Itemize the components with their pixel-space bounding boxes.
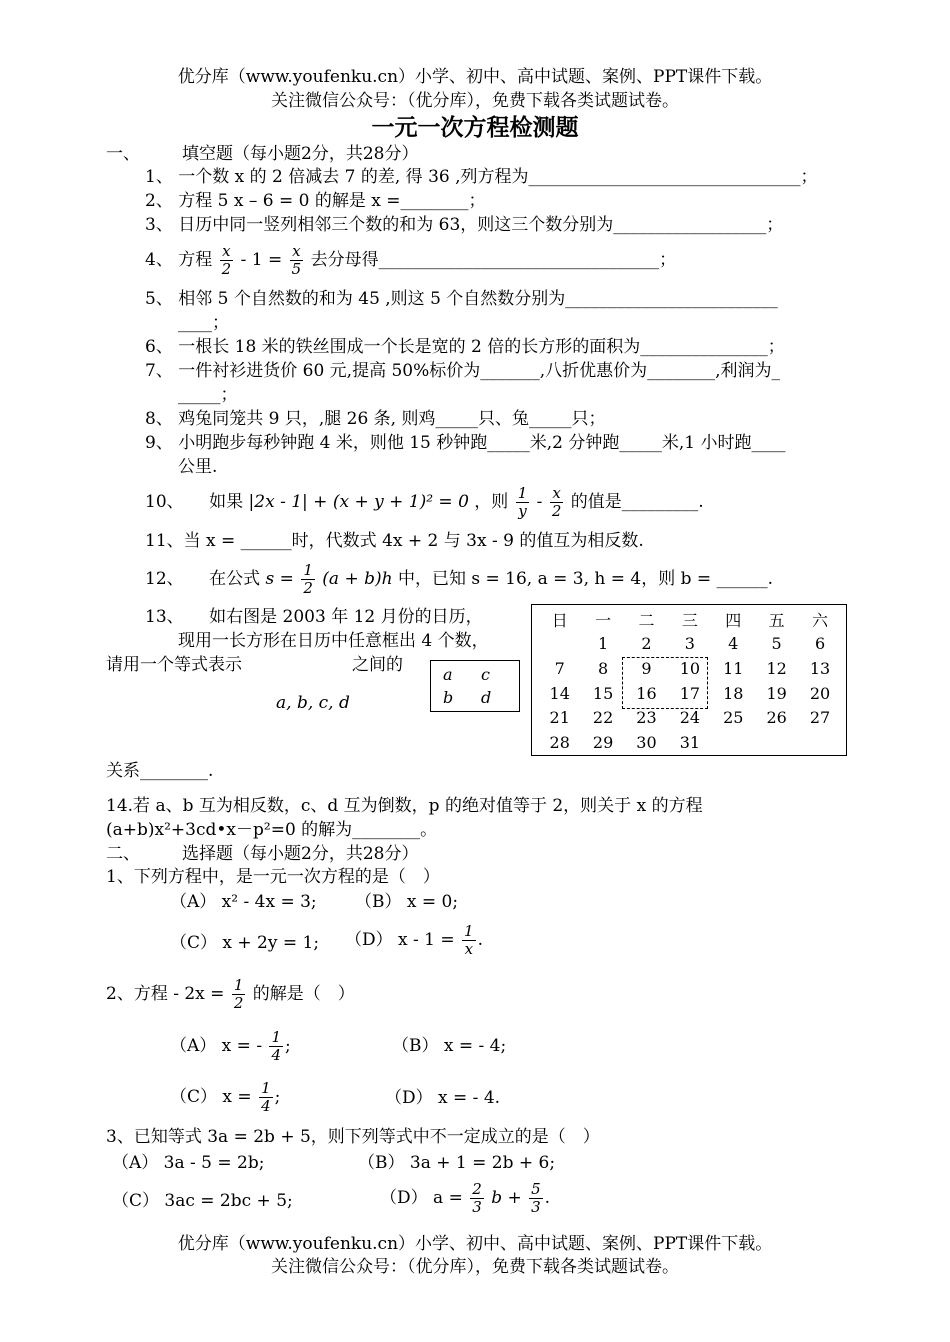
calendar-day: 25 <box>723 708 744 728</box>
calendar-day: 29 <box>592 732 614 752</box>
q10-mid: ，则 <box>474 492 509 512</box>
q2-3-option-d: （D） a = $\frac{2}{3}$ b + $\frac{5}{3}$ . <box>380 1180 551 1216</box>
q10-fraction-2: $\frac{x}{2}$ <box>551 484 562 520</box>
q2-2-prefix: 2、方程 - 2x = <box>106 984 225 1004</box>
question-1-8: 8、 鸡兔同笼共 9 只，,腿 26 条, 则鸡_____只、兔_____只； <box>145 409 606 429</box>
question-1-10 <box>145 481 704 523</box>
calendar-day: 24 <box>679 708 701 728</box>
header-line-2: 关注微信公众号：（优分库），免费下载各类试题试卷。 <box>271 91 679 111</box>
q10-prefix: 10、 如果 <box>145 492 244 512</box>
q2-1-option-b: （B） x = 0; <box>355 892 459 912</box>
question-2-1: 1、下列方程中，是一元一次方程的是（ ） <box>106 867 440 887</box>
calendar-day <box>755 730 798 755</box>
q12-formula: (a + b)h <box>322 569 393 589</box>
q4-mid: - 1 = <box>240 250 283 270</box>
q2-1-option-a: （A） x² - 4x = 3; <box>170 892 317 912</box>
calendar-day <box>538 632 581 657</box>
section-1-number: 一、 <box>106 144 140 164</box>
calendar-day: 22 <box>592 708 614 728</box>
calendar-day: 8 <box>597 658 609 678</box>
calendar-day <box>798 730 841 755</box>
question-1-14-cont: (a+b)x²+3cd•x－p²=0 的解为________。 <box>106 820 438 840</box>
question-1-6: 6、 一根长 18 米的铁丝围成一个长是宽的 2 倍的长方形的面积为_______________； <box>145 337 785 357</box>
q2-1-d-prefix: （D） x - 1 = <box>345 930 455 950</box>
calendar-weekday: 三 <box>681 610 698 630</box>
q12-half: $\frac{1}{2}$ <box>303 561 313 597</box>
calendar-weekday: 六 <box>812 610 829 630</box>
question-1-7: 7、 一件衬衫进货价 60 元,提高 50%标价为_______,八折优惠价为________,利润为_ <box>145 361 781 381</box>
q2-2-option-c: （C） x = $\frac{1}{4}$ ; <box>170 1079 281 1115</box>
calendar-day: 9 <box>641 658 652 678</box>
question-1-11: 11、当 x = ______时，代数式 4x + 2 与 3x - 9 的值互为相反数. <box>145 531 644 551</box>
header-line-1: 优分库（www.youfenku.cn）小学、初中、高中试题、案例、PPT课件下载。 <box>177 67 773 87</box>
q4-suffix: 去分母得_________________________________； <box>310 250 677 270</box>
question-1-5: 5、 相邻 5 个自然数的和为 45 ,则这 5 个自然数分别为_________________________ <box>145 289 778 309</box>
abcd-b: b <box>443 688 454 707</box>
calendar-day: 10 <box>679 658 701 678</box>
question-2-3: 3、已知等式 3a = 2b + 5，则下列等式中不一定成立的是（ ） <box>106 1127 600 1147</box>
abcd-a: a <box>443 665 453 684</box>
q4-fraction-a: $\frac{x}{2}$ <box>221 242 232 278</box>
question-1-13-line-2: 现用一长方形在日历中任意框出 4 个数， <box>178 631 489 651</box>
calendar-day: 23 <box>636 708 657 728</box>
question-2-2 <box>106 972 355 1016</box>
section-1-heading: 填空题（每小题2分，共28分） <box>182 144 419 164</box>
q2-3-option-b: （B） 3a + 1 = 2b + 6; <box>358 1153 556 1173</box>
calendar-day: 2 <box>641 634 652 654</box>
calendar-day: 6 <box>814 634 826 654</box>
calendar-day: 18 <box>723 683 744 703</box>
question-1-4 <box>145 240 676 280</box>
q2-2-fraction: $\frac{1}{2}$ <box>233 976 244 1012</box>
calendar-day: 31 <box>679 732 701 752</box>
question-1-13-vars: a, b, c, d <box>276 693 350 713</box>
calendar-day: 27 <box>809 708 831 728</box>
calendar-day: 30 <box>636 732 657 752</box>
calendar-day: 26 <box>766 708 787 728</box>
footer-line-1: 优分库（www.youfenku.cn）小学、初中、高中试题、案例、PPT课件下载。 <box>177 1234 773 1254</box>
q12-s-eq: s = <box>265 569 294 589</box>
calendar-weekday: 日 <box>551 610 568 630</box>
abcd-c: c <box>481 665 490 684</box>
q2-3-d-fraction-2: $\frac{5}{3}$ <box>531 1180 541 1216</box>
calendar-weekday: 五 <box>768 610 785 630</box>
calendar-day: 19 <box>766 683 787 703</box>
question-1-9: 9、 小明跑步每秒钟跑 4 米，则他 15 秒钟跑_____米,2 分钟跑_____米,1 小时跑____ <box>145 433 786 453</box>
q2-2-option-d: （D） x = - 4. <box>385 1088 501 1108</box>
question-1-9-cont: 公里. <box>178 457 218 477</box>
calendar-day: 12 <box>766 658 787 678</box>
calendar-day: 11 <box>723 658 744 678</box>
q4-prefix: 4、 方程 <box>145 250 213 270</box>
calendar-day: 4 <box>728 634 739 654</box>
section-2-heading: 选择题（每小题2分，共28分） <box>182 844 419 864</box>
q2-2-c-prefix: （C） x = <box>170 1087 252 1107</box>
calendar-day: 15 <box>592 683 614 703</box>
q2-1-option-d: （D） x - 1 = $\frac{1}{x}$ . <box>345 922 483 958</box>
question-1-3: 3、 日历中同一竖列相邻三个数的和为 63，则这三个数分别为__________________； <box>145 215 784 235</box>
question-1-1: 1、 一个数 x 的 2 倍减去 7 的差, 得 36 ,列方程为________________________________； <box>145 167 818 187</box>
question-1-13: 13、 如右图是 2003 年 12 月份的日历， <box>145 607 483 627</box>
calendar-day: 3 <box>684 634 695 654</box>
q10-suffix: 的值是_________. <box>570 492 704 512</box>
q2-1-d-fraction: $\frac{1}{x}$ <box>464 922 474 958</box>
q2-1-option-c: （C） x + 2y = 1; <box>170 933 320 953</box>
question-1-13-relation: 关系________. <box>106 761 214 781</box>
calendar-weekday: 四 <box>725 610 742 630</box>
calendar-day: 28 <box>549 732 570 752</box>
q4-fraction-b: $\frac{x}{5}$ <box>291 242 302 278</box>
question-1-12 <box>145 559 773 599</box>
calendar-day: 1 <box>597 634 609 654</box>
calendar-weekday: 一 <box>595 610 612 630</box>
calendar-day: 14 <box>549 683 570 703</box>
q2-2-option-a: （A） x = - $\frac{1}{4}$ ; <box>170 1028 291 1064</box>
q2-3-option-c: （C） 3ac = 2bc + 5; <box>112 1191 293 1211</box>
calendar-selection-box <box>622 657 708 709</box>
q2-2-suffix: 的解是（ ） <box>252 984 355 1004</box>
q2-3-d-mid: b + <box>491 1188 522 1208</box>
question-1-13-line-3b: 之间的 <box>352 655 403 675</box>
calendar-day: 16 <box>636 683 657 703</box>
question-1-14: 14.若 a、b 互为相反数，c、d 互为倒数，p 的绝对值等于 2，则关于 x 的方程 <box>106 796 703 816</box>
q2-2-a-fraction: $\frac{1}{4}$ <box>271 1028 282 1064</box>
calendar-day: 17 <box>679 683 701 703</box>
calendar-day: 20 <box>809 683 831 703</box>
q12-suffix: 中，已知 s = 16, a = 3, h = 4，则 b = ______. <box>397 569 773 589</box>
q10-fraction-1: $\frac{1}{y}$ <box>517 484 528 520</box>
q2-2-c-fraction: $\frac{1}{4}$ <box>261 1079 271 1115</box>
question-1-7-cont: _____； <box>178 385 238 405</box>
q2-3-option-a: （A） 3a - 5 = 2b; <box>112 1153 265 1173</box>
q2-2-a-prefix: （A） x = - <box>170 1036 263 1056</box>
q10-expression: |2x - 1| + (x + y + 1)² = 0 <box>248 492 469 512</box>
q12-prefix: 12、 在公式 <box>145 569 261 589</box>
question-1-13-line-3a: 请用一个等式表示 <box>106 655 242 675</box>
calendar-weekday: 二 <box>638 610 655 630</box>
q10-minus: - <box>536 492 543 512</box>
calendar-day: 21 <box>549 708 570 728</box>
calendar <box>531 604 847 756</box>
abcd-box <box>430 660 520 712</box>
calendar-day: 7 <box>554 658 565 678</box>
section-2-number: 二、 <box>106 844 140 864</box>
calendar-day <box>712 730 755 755</box>
q2-2-option-b: （B） x = - 4; <box>392 1036 507 1056</box>
page-title: 一元一次方程检测题 <box>371 114 579 141</box>
q2-3-d-prefix: （D） a = <box>380 1188 463 1208</box>
q2-3-d-fraction-1: $\frac{2}{3}$ <box>472 1180 482 1216</box>
question-1-5-cont: ____； <box>178 313 229 333</box>
calendar-day: 5 <box>771 634 782 654</box>
calendar-day: 13 <box>809 658 831 678</box>
question-1-2: 2、 方程 5 x – 6 = 0 的解是 x =________； <box>145 191 486 211</box>
abcd-d: d <box>481 688 492 707</box>
footer-line-2: 关注微信公众号：（优分库），免费下载各类试题试卷。 <box>271 1257 679 1277</box>
